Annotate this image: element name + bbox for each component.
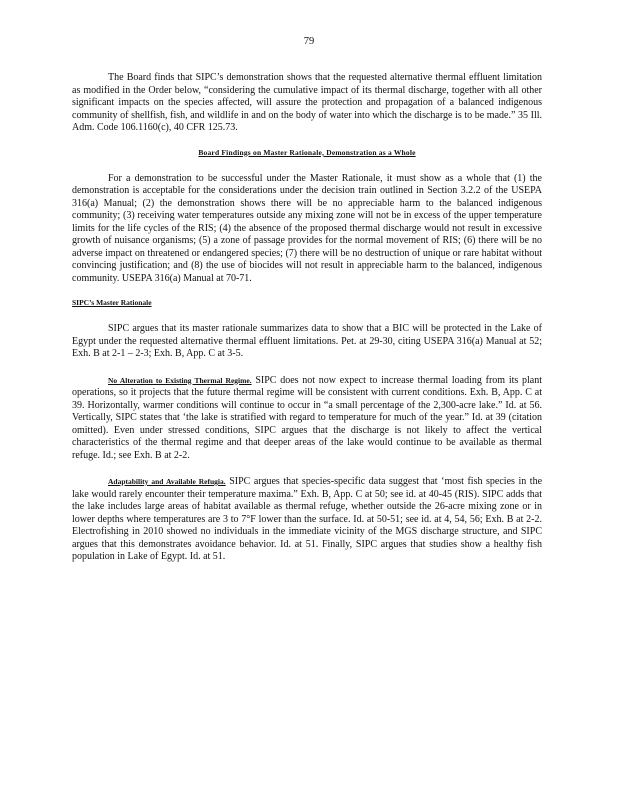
inline-heading-refugia: Adaptability and Available Refugia. xyxy=(108,477,226,486)
paragraph-thermal-regime xyxy=(72,375,542,463)
paragraph-board-finding: The Board finds that SIPC’s demonstration shows that the requested alternative thermal effluent limitation as modified in the Order below, “considering the cumulative impact of its thermal discharge, together with all other significant impacts on the species affected, will assure the protection and propagation of a balanced indigenous community of shellfish, fish, and wildlife in and on the body of water into which the discharge is to be made.” 35 Ill. Adm. Code 106.1160(c), 40 CFR 125.73. xyxy=(72,72,542,133)
paragraph-refugia xyxy=(72,476,542,564)
document-body xyxy=(72,72,542,564)
paragraph-refugia-text: SIPC argues that species-specific data suggest that ‘most fish species in the lake would rarely encounter their temperature maxima.” Exh. B, App. C at 50; see id. at 40-45 (RIS). SIPC adds that the lake includes large areas of habitat available as thermal refuge, whether outside the 26-acre mixing zone or in lower depths where temperatures are 3 to 7°F lower than the surface. Id. at 50-51; see id. at 4, 54, 56; Exh. B at 2-2. Electrofishing in 2010 showed no individuals in the immediate vicinity of the MGS discharge structure, and SIPC argues that this demonstrates avoidance behavior. Id. at 51. Finally, SIPC argues that studies show a healthy fish population in Lake of Egypt. Id. at 51. xyxy=(72,476,543,562)
page-number: 79 xyxy=(303,36,315,47)
paragraph-sipc-argues-bic: SIPC argues that its master rationale summarizes data to show that a BIC will be protected in the Lake of Egypt under the requested alternative thermal effluent limitations. Pet. at 29-30, citing USEPA 316(a) Manual at 52; Exh. B at 2-1 – 2-3; Exh. B, App. C at 3-5. xyxy=(72,323,542,359)
section-heading-board-findings: Board Findings on Master Rationale, Demonstration as a Whole xyxy=(198,147,416,157)
inline-heading-thermal-regime: No Alteration to Existing Thermal Regime. xyxy=(108,375,252,385)
section-heading-sipc-master-rationale: SIPC’s Master Rationale xyxy=(72,298,152,307)
paragraph-master-rationale-criteria: For a demonstration to be successful under the Master Rationale, it must show as a whole that (1) the demonstration is acceptable for the considerations under the decision train outlined in Section 3.2.2 of the USEPA 316(a) Manual; (2) the demonstration shows there will be no appreciable harm to the balanced indigenous community; (3) receiving water temperatures outside any mixing zone will not be in excess of the upper temperature limits for the life cycles of the RIS; (4) the absence of the proposed thermal discharge would not result in excessive growth of nuisance organisms; (5) a zone of passage provides for the normal movement of RIS; (6) there will be no adverse impact on threatened or endangered species; (7) there will be no destruction of unique or rare habitat without convincing justification; and (8) the use of biocides will not result in appreciable harm to the balanced, indigenous community. USEPA 316(a) Manual at 70-71. xyxy=(72,172,542,284)
paragraph-thermal-regime-text: SIPC does not now expect to increase thermal loading from its plant operations, so it projects that the future thermal regime will be consistent with current conditions. Exh. B, App. C at 39. Horizontally, warmer conditions will continue to occur in “a small percentage of the 2,300-acre lake.” Id. at 56. Vertically, SIPC states that ‘the lake is stratified with regard to temperature for much of the year.” Id. at 39 (citation omitted). Even under stressed conditions, SIPC argues that the discharge is not likely to affect the vertical characteristics of the thermal regime and that deeper areas of the lake would continue to be available as thermal refuge. Id.; see Exh. B at 2-2. xyxy=(72,374,543,461)
